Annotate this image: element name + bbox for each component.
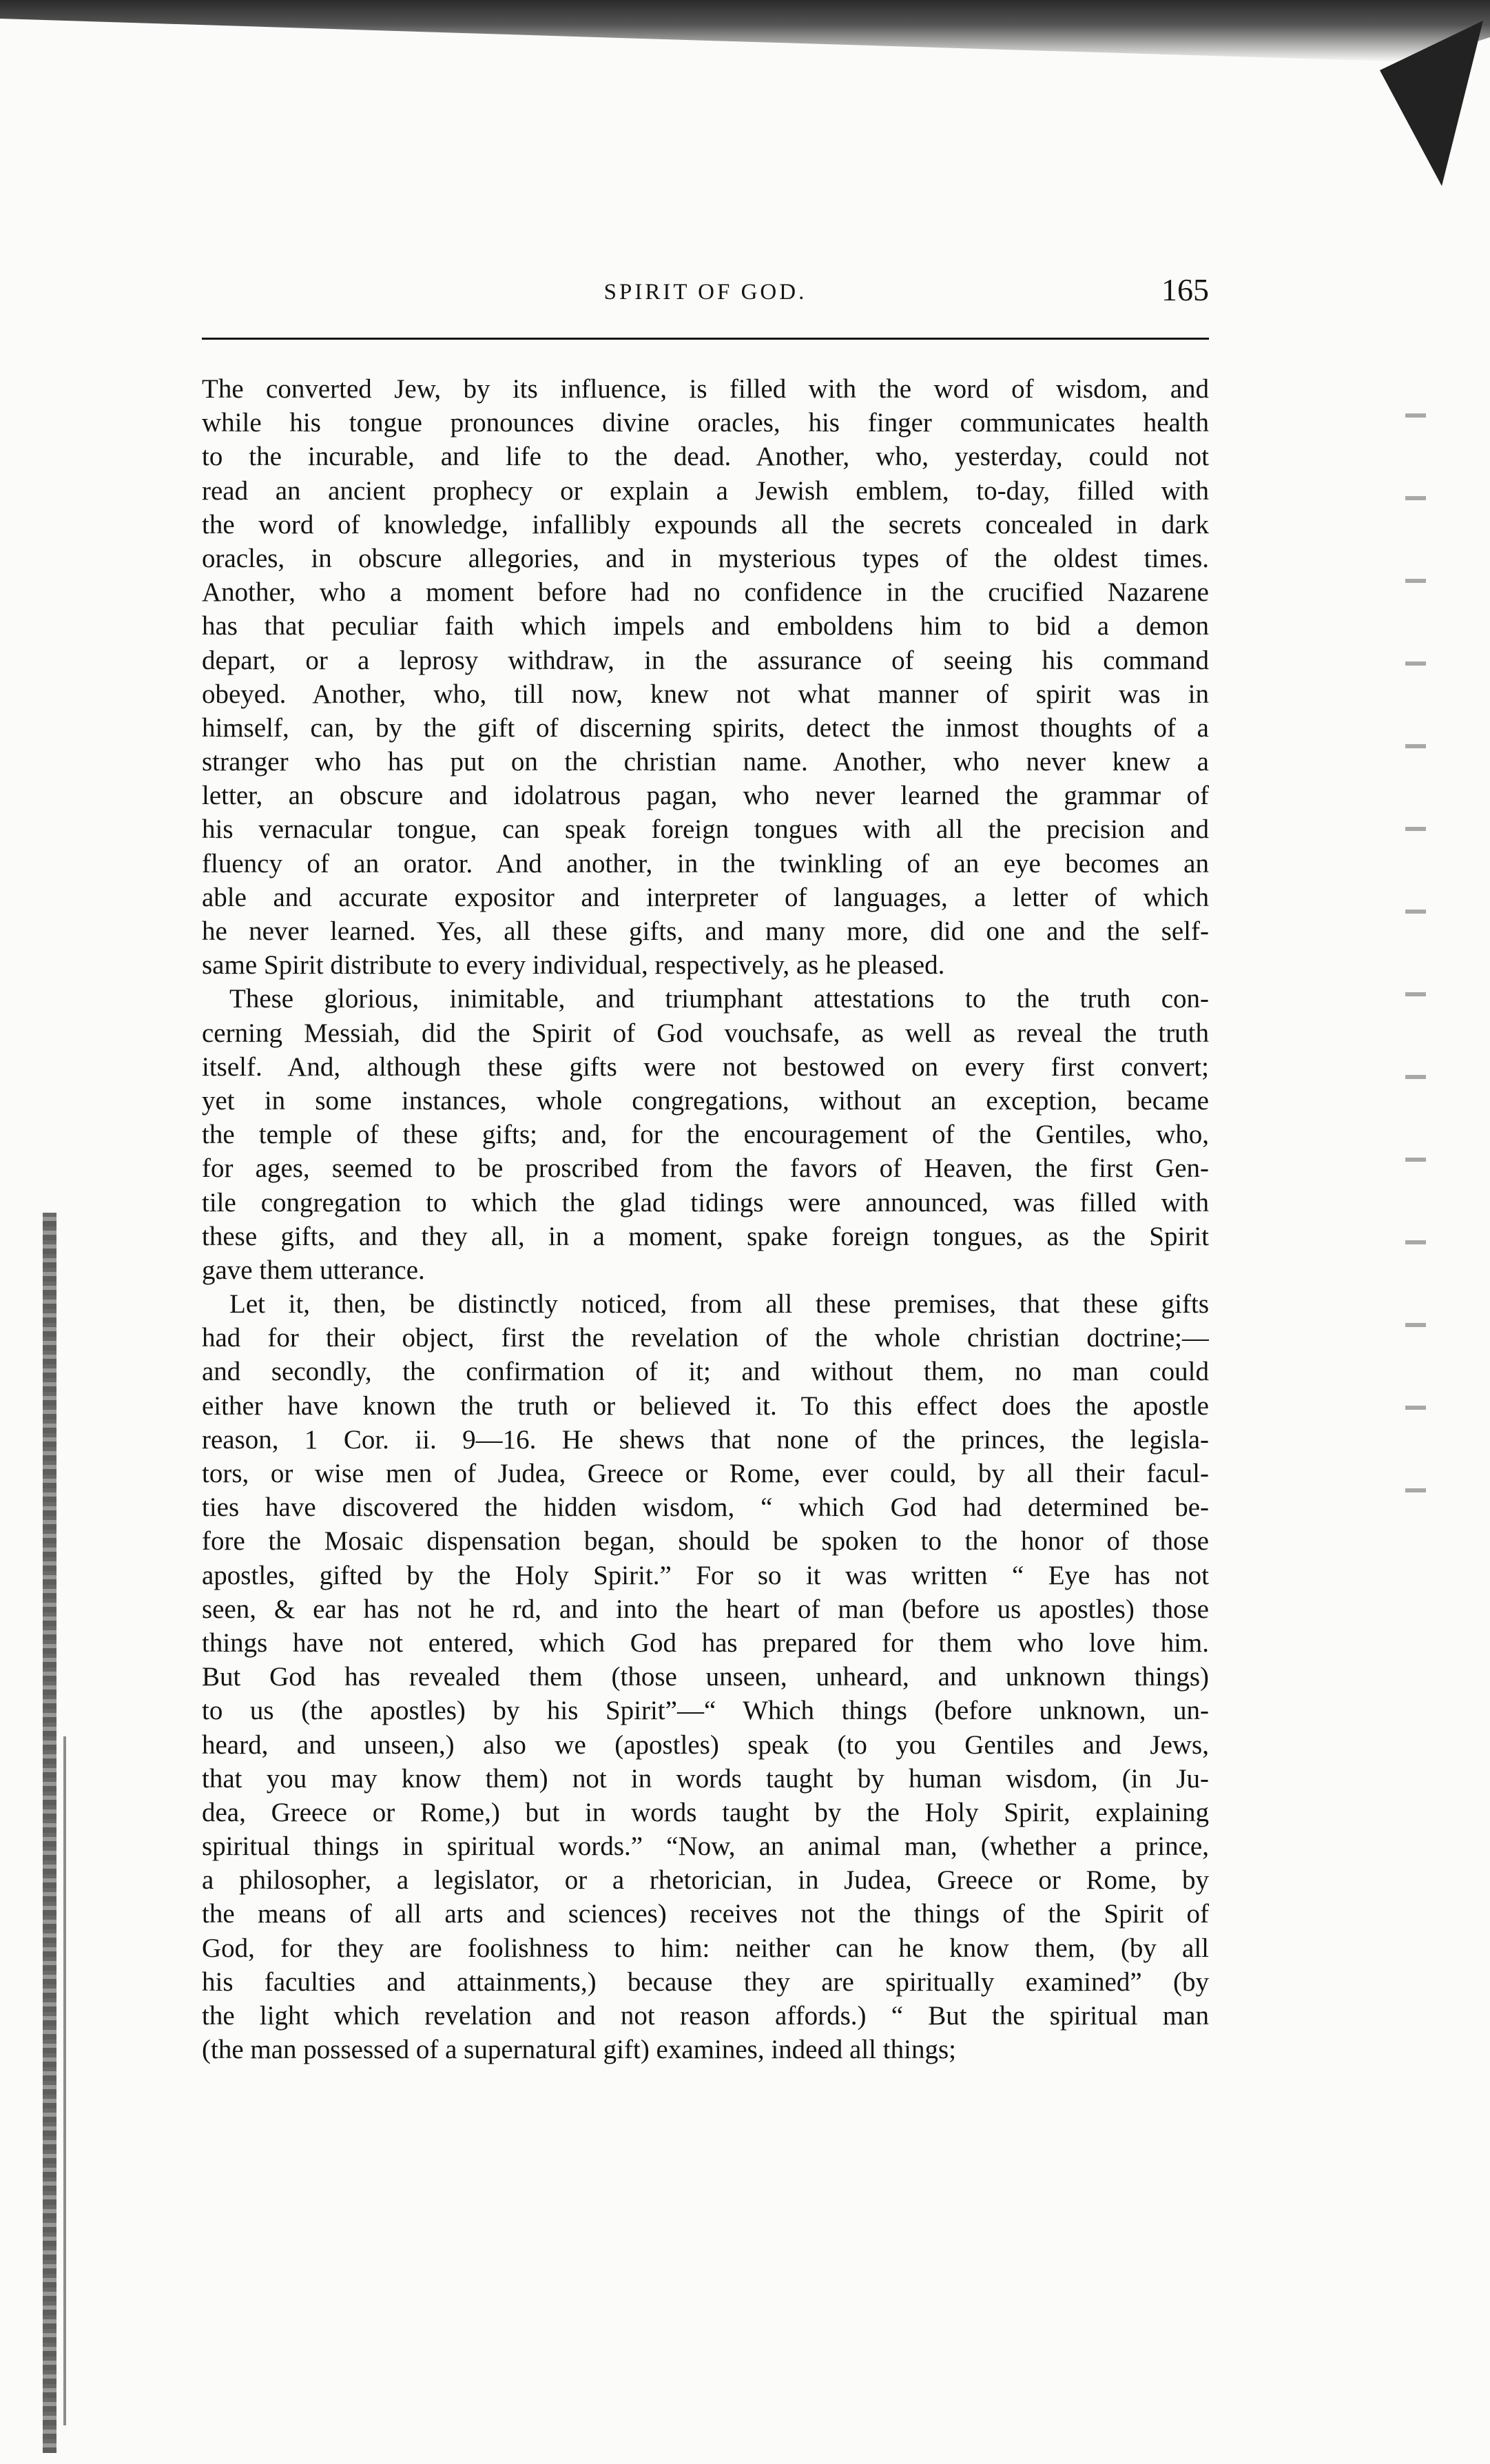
text-line: fore the Mosaic dispensation began, should be spoken to the honor of those [202, 1526, 1209, 1557]
text-line: letter, an obscure and idolatrous pagan, who never learned the grammar of [202, 781, 1209, 811]
text-line: for ages, seemed to be proscribed from the favors of Heaven, the first Gen- [202, 1153, 1209, 1184]
text-line: (the man possessed of a supernatural gift) examines, indeed all things; [202, 2035, 956, 2065]
text-line: his vernacular tongue, can speak foreign tongues with all the precision and [202, 814, 1209, 845]
text-line: ties have discovered the hidden wisdom, “ which God had determined be- [202, 1492, 1209, 1523]
page-number: 165 [1161, 272, 1209, 307]
scan-binding-edge [43, 1213, 56, 2453]
text-line: heard, and unseen,) also we (apostles) speak (to you Gentiles and Jews, [202, 1729, 1209, 1760]
paragraph [202, 982, 1209, 1287]
text-line: These glorious, inimitable, and triumphant attestations to the truth con- [229, 984, 1209, 1014]
text-line: itself. And, although these gifts were not bestowed on every first convert; [202, 1051, 1209, 1082]
text-line: obeyed. Another, who, till now, knew not what manner of spirit was in [202, 679, 1209, 709]
text-line: apostles, gifted by the Holy Spirit.” For so it was written “ Eye has not [202, 1560, 1209, 1590]
text-line: oracles, in obscure allegories, and in mysterious types of the oldest times. [202, 543, 1209, 573]
paragraph [202, 372, 1209, 982]
text-line: while his tongue pronounces divine oracles, his finger communicates health [202, 408, 1209, 438]
text-line: things have not entered, which God has prepared for them who love him. [202, 1628, 1209, 1658]
text-line: he never learned. Yes, all these gifts, and many more, did one and the self- [202, 916, 1209, 946]
text-line: the word of knowledge, infallibly expounds all the secrets concealed in dark [202, 509, 1209, 540]
body-text [202, 372, 1209, 2066]
text-line: spiritual things in spiritual words.” “Now, an animal man, (whether a prince, [202, 1831, 1209, 1862]
scan-margin-marks [1405, 386, 1426, 1557]
text-line: tors, or wise men of Judea, Greece or Rome, ever could, by all their facul- [202, 1459, 1209, 1488]
text-line: the light which revelation and not reason affords.) “ But the spiritual man [202, 2001, 1209, 2031]
text-line: depart, or a leprosy withdraw, in the assurance of seeing his command [202, 645, 1209, 675]
text-line: to the incurable, and life to the dead. Another, who, yesterday, could not [202, 442, 1209, 472]
text-line: his faculties and attainments,) because they are spiritually examined” (by [202, 1967, 1209, 1997]
text-line: Another, who a moment before had no confidence in the crucified Nazarene [202, 577, 1209, 608]
text-line: either have known the truth or believed it. To this effect does the apostle [202, 1390, 1209, 1421]
text-line: the temple of these gifts; and, for the encouragement of the Gentiles, who, [202, 1120, 1209, 1150]
page-header [202, 270, 1209, 318]
text-line: cerning Messiah, did the Spirit of God vouchsafe, as well as reveal the truth [202, 1018, 1209, 1048]
text-line: But God has revealed them (those unseen, unheard, and unknown things) [202, 1662, 1209, 1692]
text-line: gave them utterance. [202, 1255, 425, 1285]
text-line: dea, Greece or Rome,) but in words taught by the Holy Spirit, explaining [202, 1797, 1209, 1827]
text-line: reason, 1 Cor. ii. 9—16. He shews that none of the princes, the legisla- [202, 1424, 1209, 1455]
paragraph [202, 1287, 1209, 2066]
text-line: these gifts, and they all, in a moment, spake foreign tongues, as the Spirit [202, 1221, 1209, 1251]
header-rule [202, 338, 1209, 340]
scan-binding-line [63, 1736, 66, 2425]
text-line: the means of all arts and sciences) receives not the things of the Spirit of [202, 1899, 1209, 1929]
text-line: yet in some instances, whole congregations, without an exception, became [202, 1085, 1209, 1116]
text-line: to us (the apostles) by his Spirit”—“ Which things (before unknown, un- [202, 1696, 1209, 1726]
text-line: The converted Jew, by its influence, is filled with the word of wisdom, and [202, 374, 1209, 404]
text-line: able and accurate expositor and interpreter of languages, a letter of which [202, 882, 1209, 912]
text-line: God, for they are foolishness to him: neither can he know them, (by all [202, 1933, 1209, 1963]
scan-top-shadow [0, 0, 1490, 62]
running-title: SPIRIT OF GOD. [603, 280, 807, 305]
text-line: Let it, then, be distinctly noticed, from all these premises, that these gifts [229, 1289, 1209, 1320]
text-line: fluency of an orator. And another, in the twinkling of an eye becomes an [202, 848, 1209, 879]
text-line: tile congregation to which the glad tidings were announced, was filled with [202, 1187, 1209, 1218]
text-line: has that peculiar faith which impels and emboldens him to bid a demon [202, 611, 1209, 641]
text-line: read an ancient prophecy or explain a Jewish emblem, to-day, filled with [202, 475, 1209, 506]
text-line: had for their object, first the revelation of the whole christian doctrine;— [202, 1323, 1209, 1353]
text-line: that you may know them) not in words taught by human wisdom, (in Ju- [202, 1763, 1209, 1794]
text-line: and secondly, the confirmation of it; and without them, no man could [202, 1357, 1209, 1387]
text-line: same Spirit distribute to every individual, respectively, as he pleased. [202, 950, 945, 981]
text-line: seen, & ear has not he rd, and into the heart of man (before us apostles) those [202, 1594, 1209, 1624]
text-line: a philosopher, a legislator, or a rhetorician, in Judea, Greece or Rome, by [202, 1865, 1209, 1896]
text-line: stranger who has put on the christian name. Another, who never knew a [202, 747, 1209, 777]
text-line: himself, can, by the gift of discerning spirits, detect the inmost thoughts of a [202, 712, 1209, 743]
